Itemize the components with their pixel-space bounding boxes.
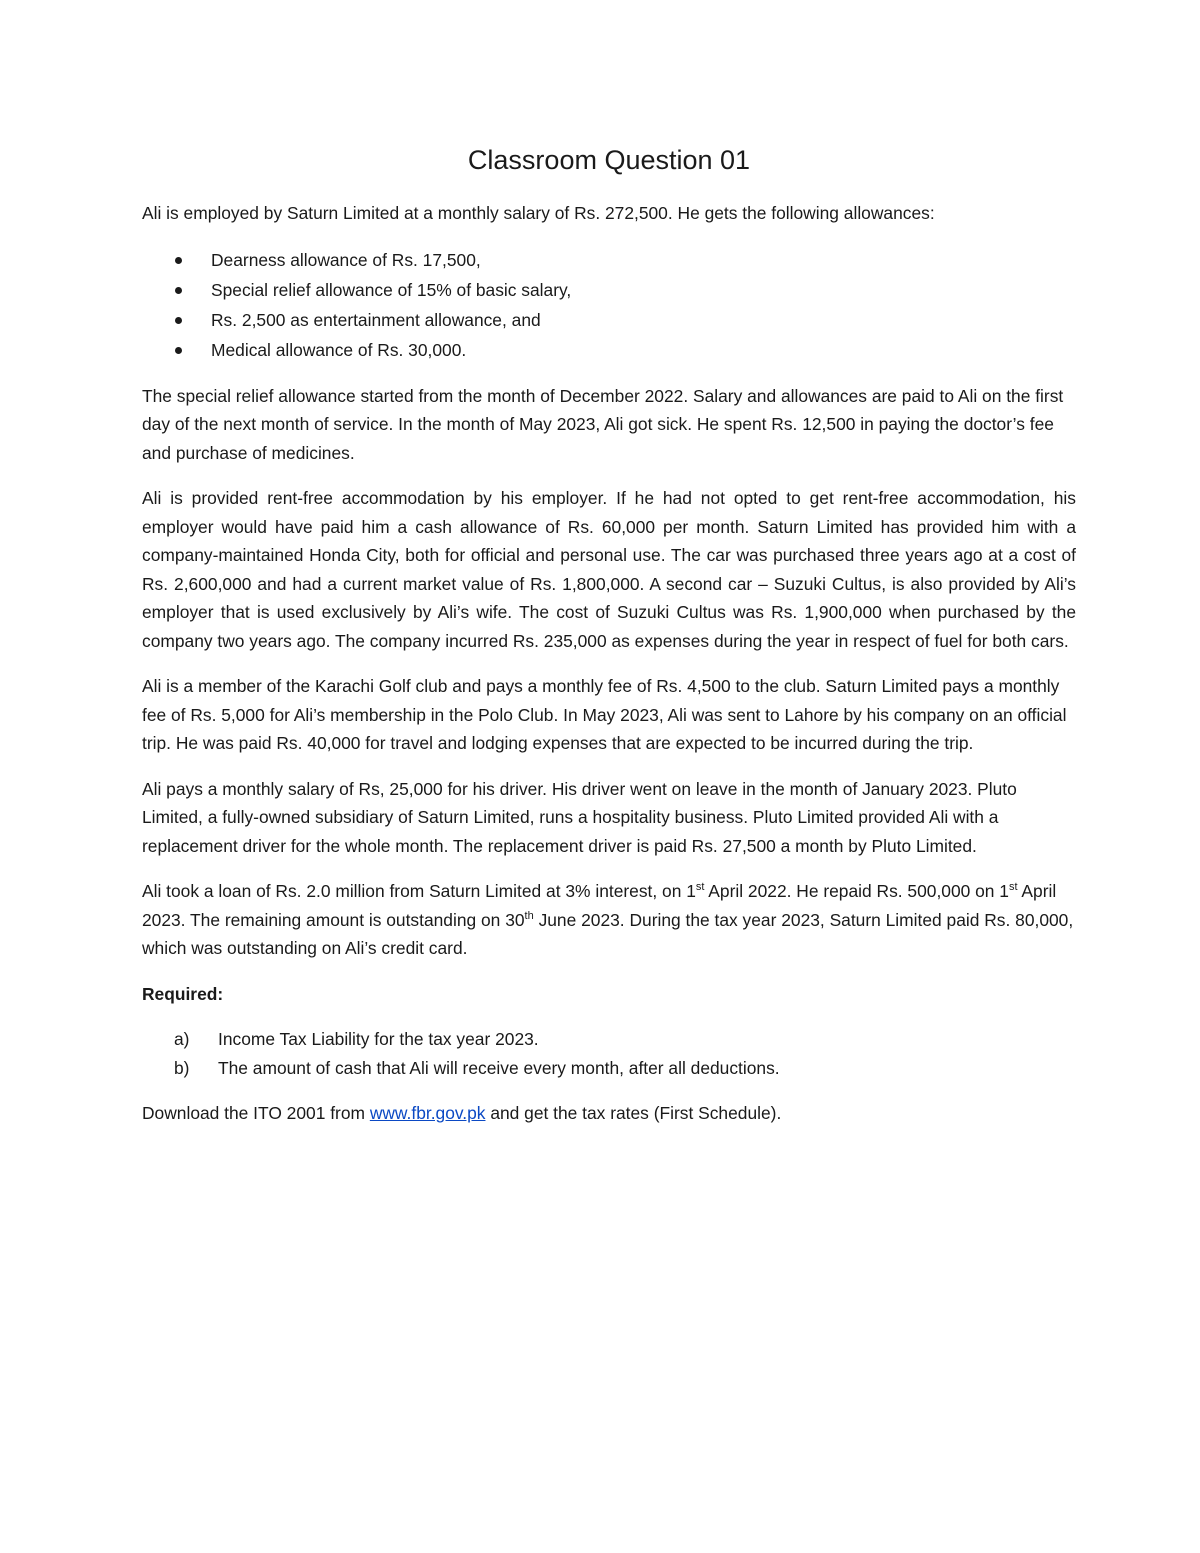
list-item-text: Medical allowance of Rs. 30,000.	[211, 339, 467, 360]
list-item-text: The amount of cash that Ali will receive every month, after all deductions.	[218, 1057, 780, 1078]
paragraph-accommodation-cars: Ali is provided rent-free accommodation by his employer. If he had not opted to get rent-free accommodation, his employer would have paid him a cash allowance of Rs. 60,000 per month. Saturn Limited has provided him with a company-maintained Honda City, both for official and personal use. The car was purchased three years ago at a cost of Rs. 2,600,000 and had a current market value of Rs. 1,800,000. A second car – Suzuki Cultus, is also provided by Ali’s employer that is used exclusively by Ali’s wife. The cost of Suzuki Cultus was Rs. 1,900,000 when purchased by the company two years ago. The company incurred Rs. 235,000 as expenses during the year in respect of fuel for both cars.	[142, 488, 1076, 651]
list-item-text: Dearness allowance of Rs. 17,500,	[211, 249, 481, 270]
list-marker: a)	[174, 1029, 190, 1049]
paragraph-loan	[142, 877, 1076, 963]
list-item	[142, 1054, 1076, 1083]
bullet-icon	[175, 257, 182, 264]
document-page	[142, 140, 1076, 1145]
list-item	[142, 335, 1076, 365]
requirements-list	[142, 1025, 1076, 1082]
bullet-icon	[175, 317, 182, 324]
bullet-icon	[175, 347, 182, 354]
ordinal-suffix: st	[1008, 881, 1018, 894]
required-heading: Required:	[142, 983, 224, 1004]
footer-text-before: Download the ITO 2001 from	[142, 1103, 370, 1123]
paragraph-club-membership: Ali is a member of the Karachi Golf club and pays a monthly fee of Rs. 4,500 to the club. Saturn Limited pays a monthly fee of Rs. 5,000 for Ali’s membership in the Polo Club. In May 2023, Ali was sent to Lahore by his company on an official trip. He was paid Rs. 40,000 for travel and lodging expenses that are expected to be incurred during the trip.	[142, 676, 1067, 753]
paragraph-driver: Ali pays a monthly salary of Rs, 25,000 for his driver. His driver went on leave in the month of January 2023. Pluto Limited, a fully-owned subsidiary of Saturn Limited, runs a hospitality business. Pluto Limited provided Ali with a replacement driver for the whole month. The replacement driver is paid Rs. 27,500 a month by Pluto Limited.	[142, 778, 1017, 856]
loan-text-1: Ali took a loan of Rs. 2.0 million from Saturn Limited at 3% interest, on 1	[142, 881, 696, 901]
list-marker: b)	[174, 1057, 190, 1078]
list-item-text: Income Tax Liability for the tax year 2023.	[218, 1029, 539, 1049]
footer-note	[142, 1099, 1076, 1128]
intro-paragraph: Ali is employed by Saturn Limited at a monthly salary of Rs. 272,500. He gets the following allowances:	[142, 203, 935, 223]
allowances-list	[142, 245, 1076, 365]
list-item-text: Special relief allowance of 15% of basic salary,	[211, 279, 572, 300]
list-item-text: Rs. 2,500 as entertainment allowance, and	[211, 309, 541, 330]
loan-text-4: June 2023. During the tax year 2023, Saturn Limited paid Rs. 80,000, which was outstanding on Ali’s credit card.	[142, 909, 1074, 958]
list-item	[142, 305, 1076, 335]
footer-text-after: and get the tax rates (First Schedule).	[485, 1103, 782, 1123]
loan-text-2: April 2022. He repaid Rs. 500,000 on 1	[704, 881, 1009, 901]
ordinal-suffix: st	[695, 881, 705, 894]
list-item	[142, 275, 1076, 305]
fbr-link[interactable]: www.fbr.gov.pk	[369, 1103, 486, 1123]
page-title: Classroom Question 01	[467, 145, 751, 175]
list-item	[142, 245, 1076, 275]
bullet-icon	[175, 287, 182, 294]
paragraph-salary-details: The special relief allowance started from the month of December 2022. Salary and allowances are paid to Ali on the first day of the next month of service. In the month of May 2023, Ali got sick. He spent Rs. 12,500 in paying the doctor’s fee and purchase of medicines.	[142, 385, 1064, 463]
loan-text-3: April 2023. The remaining amount is outstanding on 30	[142, 881, 1057, 930]
ordinal-suffix: th	[524, 909, 534, 922]
list-item	[142, 1025, 1076, 1054]
